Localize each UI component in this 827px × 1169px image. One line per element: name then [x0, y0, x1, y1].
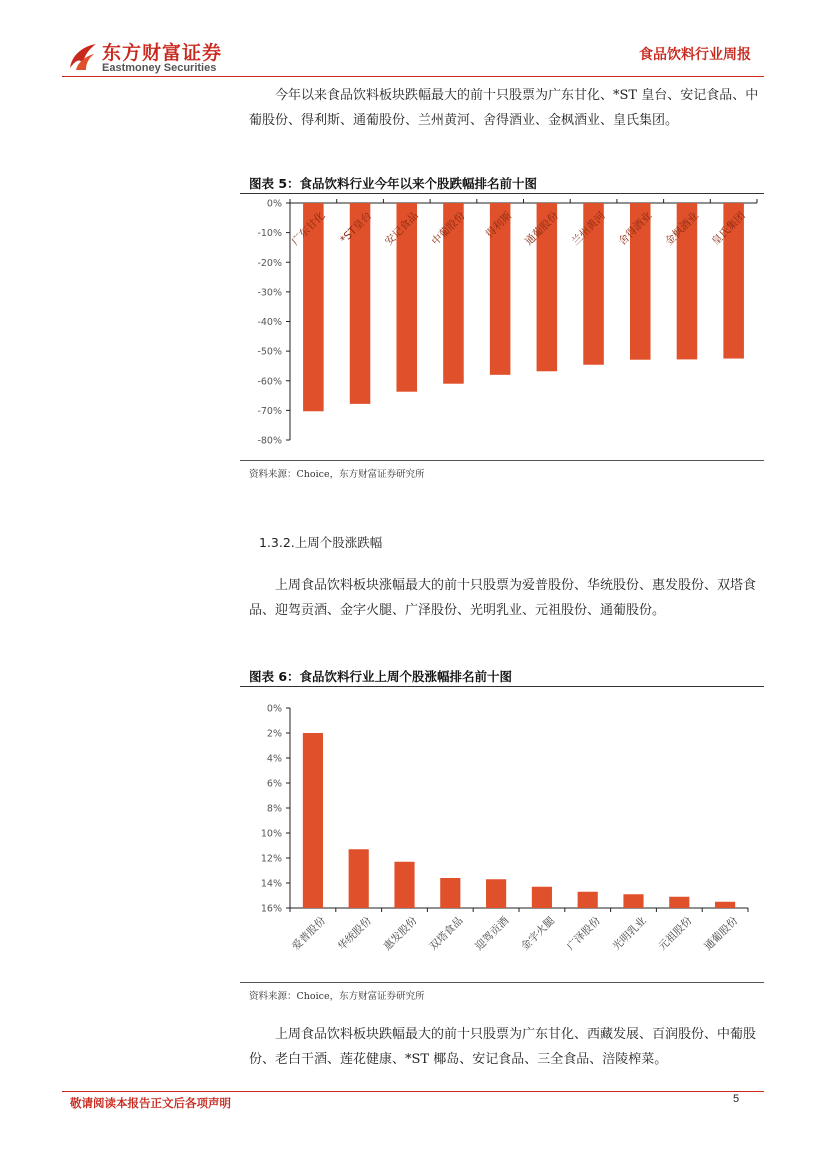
y-tick-label: -40%	[257, 317, 282, 328]
section-heading: 1.3.2.上周个股涨跌幅	[259, 535, 383, 550]
x-category-label: 金字火腿	[518, 914, 558, 953]
x-category-label: 兰州黄河	[569, 209, 608, 248]
page-number: 5	[733, 1093, 740, 1105]
x-category-label: 广泽股份	[564, 914, 603, 953]
x-category-label: 通葡股份	[702, 914, 741, 953]
y-tick-label: 14%	[260, 878, 282, 890]
y-tick-label: -10%	[257, 228, 282, 240]
bar	[669, 897, 689, 908]
y-tick-label: 8%	[266, 803, 282, 815]
figure6-source: 资料来源：Choice，东方财富证券研究所	[249, 991, 425, 1002]
y-tick-label: 4%	[266, 753, 282, 765]
y-tick-label: 6%	[266, 778, 282, 790]
y-tick-label: 10%	[260, 828, 282, 840]
x-category-label: 皇氏集团	[709, 209, 748, 248]
figure5-title: 图表 5：食品饮料行业今年以来个股跌幅排名前十图	[249, 176, 538, 191]
y-tick-label: -70%	[257, 405, 282, 417]
bar	[303, 733, 323, 908]
x-category-label: 金枫酒业	[662, 209, 702, 248]
bar	[623, 894, 643, 908]
figure6-top-rule	[240, 686, 764, 687]
y-tick-label: -30%	[257, 287, 282, 299]
y-tick-label: 0%	[266, 703, 282, 715]
x-category-label: 爱普股份	[289, 914, 329, 953]
figure6-title: 图表 6：食品饮料行业上周个股涨幅排名前十图	[249, 669, 513, 684]
y-tick-label: 2%	[266, 728, 282, 740]
footer-divider	[62, 1091, 764, 1092]
header-divider	[62, 76, 764, 77]
x-category-label: 双塔食品	[427, 914, 466, 953]
x-category-label: *ST皇台	[337, 209, 375, 247]
y-tick-label: 0%	[266, 198, 282, 210]
bar	[532, 887, 552, 908]
eastmoney-flame-logo-icon	[66, 40, 100, 72]
y-tick-label: 12%	[260, 853, 282, 865]
figure5-bottom-rule	[240, 460, 764, 461]
figure6-bar-chart	[240, 690, 764, 980]
x-category-label: 安记食品	[382, 209, 421, 248]
y-tick-label: 16%	[260, 903, 282, 915]
bar	[486, 879, 506, 908]
y-tick-label: -80%	[257, 435, 282, 447]
paragraph-weekly-decliners: 上周食品饮料板块跌幅最大的前十只股票为广东甘化、西藏发展、百润股份、中葡股份、老白干酒、莲花健康、*ST 椰岛、安记食品、三全食品、涪陵榨菜。	[249, 1027, 757, 1067]
bar	[349, 849, 369, 908]
x-category-label: 中葡股份	[429, 209, 468, 248]
footer-disclaimer: 敬请阅读本报告正文后各项声明	[70, 1096, 231, 1110]
y-tick-label: -20%	[257, 257, 282, 269]
x-category-label: 惠发股份	[381, 914, 420, 953]
x-category-label: 光明乳业	[610, 914, 649, 953]
figure6-bottom-rule	[240, 982, 764, 983]
y-tick-label: -60%	[257, 376, 282, 388]
brand-name-en: Eastmoney Securities	[102, 62, 217, 74]
report-title: 食品饮料行业周报	[639, 47, 751, 63]
x-category-label: 通葡股份	[522, 209, 562, 248]
x-category-label: 得利斯	[483, 209, 515, 241]
bar	[394, 862, 414, 908]
bar	[578, 892, 598, 908]
x-category-label: 迎驾贡酒	[473, 914, 512, 953]
bar	[440, 878, 460, 908]
paragraph-ytd-decliners: 今年以来食品饮料板块跌幅最大的前十只股票为广东甘化、*ST 皇台、安记食品、中葡股份、得利斯、通葡股份、兰州黄河、舍得酒业、金枫酒业、皇氏集团。	[249, 88, 759, 128]
x-category-label: 广东甘化	[289, 209, 328, 248]
figure5-source: 资料来源：Choice，东方财富证券研究所	[249, 469, 425, 480]
paragraph-weekly-gainers: 上周食品饮料板块涨幅最大的前十只股票为爱普股份、华统股份、惠发股份、双塔食品、迎驾贡酒、金字火腿、广泽股份、光明乳业、元祖股份、通葡股份。	[249, 578, 757, 618]
bar	[715, 902, 735, 908]
y-tick-label: -50%	[257, 346, 282, 358]
x-category-label: 舍得酒业	[616, 209, 655, 248]
brand-name-cn: 东方财富证券	[102, 42, 223, 64]
figure5-bar-chart	[240, 194, 764, 456]
x-category-label: 元祖股份	[656, 914, 695, 953]
x-category-label: 华统股份	[335, 914, 374, 953]
